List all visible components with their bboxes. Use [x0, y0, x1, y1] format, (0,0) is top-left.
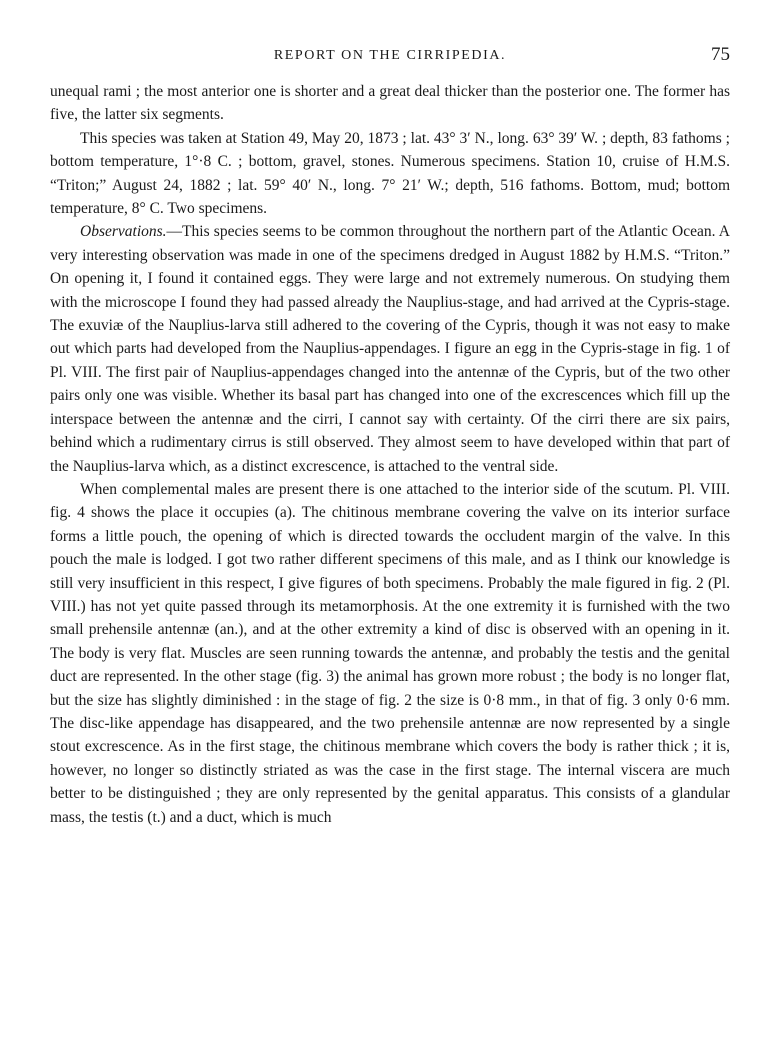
header-title: REPORT ON THE CIRRIPEDIA. — [273, 48, 507, 63]
observations-heading: Observations. — [80, 223, 167, 241]
paragraph-4 — [50, 478, 730, 829]
body-text — [50, 80, 730, 829]
paragraph-text: When complemental males are present there is one attached to the interior side of the scutum. Pl. VIII. fig. 4 shows the place it occupies (a). The chitinous membrane covering the valve on its interior surface forms a little pouch, the opening of which is directed towards the occludent margin of the valve. In this pouch the male is lodged. I got two rather different specimens of this male, and as I think our knowledge is still very insufficient in this respect, I give figures of both specimens. Probably the male figured in fig. 2 (Pl. VIII.) has not yet quite passed through its metamorphosis. At the one extremity it is furnished with the two small prehensile antennæ (an.), and at the other extremity a kind of disc is observed with an opening in it. The body is very flat. Muscles are seen running towards the antennæ, and probably the testis and the genital duct are represented. In the other stage (fig. 3) the animal has grown more robust ; the body is no longer flat, but the size has slightly diminished : in the stage of fig. 2 the size is 0·8 mm., in that of fig. 3 only 0·6 mm. The disc-like appendage has disappeared, and the two prehensile antennæ are now represented by a single stout excrescence. As in the first stage, the chitinous membrane which covers the body is rather thick ; it is, however, no longer so distinctly striated as was the case in the first stage. The internal viscera are much better to be distinguished ; they are only represented by the genital apparatus. This consists of a glandular mass, the testis (t.) and a duct, which is much — [50, 480, 730, 826]
paragraph-text: —This species seems to be common throughout the northern part of the Atlantic Ocean. A very interesting observation was made in one of the specimens dredged in August 1882 by H.M.S. “Triton.” On opening it, I found it contained eggs. They were large and not extremely numerous. On studying them with the microscope I found they had passed already the Nauplius-stage, and had arrived at the Cypris-stage. The exuviæ of the Nauplius-larva still adhered to the covering of the Cypris, though it was not easy to make out which parts had developed from the Nauplius-appendages. I figure an egg in the Cypris-stage in fig. 1 of Pl. VIII. The first pair of Nauplius-appendages changed into the antennæ of the Cypris, but of the two other pairs only one was visible. Whether its basal part has changed into one of the excrescences which fill up the interspace between the antennæ and the cirri, I cannot say with certainty. Of the cirri there are six pairs, behind which a rudimentary cirrus is still observed. They almost seem to have developed within that part of the Nauplius-larva which, as a distinct excrescence, is attached to the ventral side. — [50, 223, 730, 475]
paragraph-2 — [50, 127, 730, 221]
paragraph-3 — [50, 220, 730, 477]
paragraph-text: This species was taken at Station 49, May 20, 1873 ; lat. 43° 3′ N., long. 63° 39′ W. ; depth, 83 fathoms ; bottom temperature, 1°·8 C. ; bottom, gravel, stones. Numerous specimens. Station 10, cruise of H.M.S. “Triton;” August 24, 1882 ; lat. 59° 40′ N., long. 7° 21′ W.; depth, 516 fathoms. Bottom, mud; bottom temperature, 8° C. Two specimens. — [50, 129, 730, 218]
running-header — [50, 44, 730, 70]
paragraph-text: unequal rami ; the most anterior one is shorter and a great deal thicker than the posterior one. The former has five, the latter six segments. — [50, 83, 730, 124]
paragraph-1 — [50, 80, 730, 127]
page — [50, 44, 730, 829]
page-number: 75 — [711, 44, 730, 65]
